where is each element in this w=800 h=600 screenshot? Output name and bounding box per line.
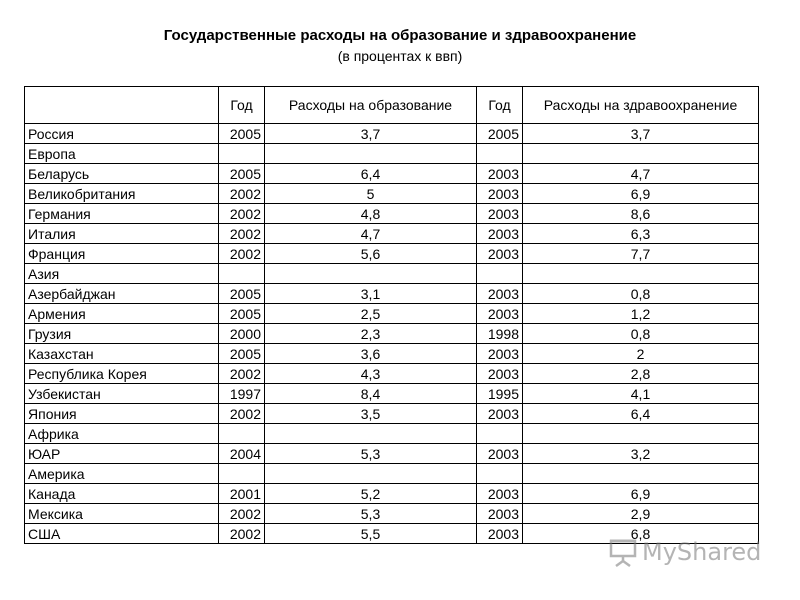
country-name: Казахстан xyxy=(25,344,219,364)
health-value-cell: 6,3 xyxy=(523,224,759,244)
health-value-cell: 4,7 xyxy=(523,164,759,184)
health-value-cell: 6,9 xyxy=(523,484,759,504)
country-name: Япония xyxy=(25,404,219,424)
education-value-cell: 2,3 xyxy=(265,324,477,344)
empty-cell xyxy=(477,464,523,484)
health-value-cell: 3,2 xyxy=(523,444,759,464)
table-row xyxy=(25,204,759,224)
health-value-cell: 8,6 xyxy=(523,204,759,224)
year-health-cell: 2003 xyxy=(477,344,523,364)
year-health-cell: 1995 xyxy=(477,384,523,404)
health-value-cell: 2,9 xyxy=(523,504,759,524)
table-row xyxy=(25,224,759,244)
year-health-cell: 2003 xyxy=(477,164,523,184)
empty-cell xyxy=(219,464,265,484)
year-health-cell: 2003 xyxy=(477,364,523,384)
region-label: Европа xyxy=(25,144,219,164)
education-value-cell: 5 xyxy=(265,184,477,204)
empty-cell xyxy=(265,144,477,164)
country-name: Беларусь xyxy=(25,164,219,184)
country-name: Азербайджан xyxy=(25,284,219,304)
watermark xyxy=(608,535,761,569)
education-value-cell: 2,5 xyxy=(265,304,477,324)
education-value-cell: 6,4 xyxy=(265,164,477,184)
spending-table xyxy=(24,86,759,544)
country-name: Великобритания xyxy=(25,184,219,204)
empty-cell xyxy=(523,144,759,164)
health-value-cell: 1,2 xyxy=(523,304,759,324)
country-name: Франция xyxy=(25,244,219,264)
education-value-cell: 4,3 xyxy=(265,364,477,384)
country-name: Грузия xyxy=(25,324,219,344)
country-name: Германия xyxy=(25,204,219,224)
table-row xyxy=(25,444,759,464)
table-row xyxy=(25,324,759,344)
year-health-cell: 2003 xyxy=(477,524,523,544)
education-value-cell: 5,2 xyxy=(265,484,477,504)
country-name: Россия xyxy=(25,124,219,144)
health-value-cell: 7,7 xyxy=(523,244,759,264)
year-health-cell: 1998 xyxy=(477,324,523,344)
watermark-text: MyShared xyxy=(642,538,762,566)
year-health-cell: 2003 xyxy=(477,404,523,424)
health-value-cell: 4,1 xyxy=(523,384,759,404)
year-health-cell: 2003 xyxy=(477,244,523,264)
country-name: Узбекистан xyxy=(25,384,219,404)
table-body xyxy=(25,124,759,544)
table-header-row xyxy=(25,87,759,124)
country-name: Республика Корея xyxy=(25,364,219,384)
education-value-cell: 8,4 xyxy=(265,384,477,404)
header-year-health: Год xyxy=(477,87,523,124)
table-row xyxy=(25,404,759,424)
header-health-spending: Расходы на здравоохранение xyxy=(523,87,759,124)
country-name: Италия xyxy=(25,224,219,244)
empty-cell xyxy=(219,424,265,444)
year-health-cell: 2005 xyxy=(477,124,523,144)
country-name: Армения xyxy=(25,304,219,324)
year-health-cell: 2003 xyxy=(477,204,523,224)
health-value-cell: 3,7 xyxy=(523,124,759,144)
year-education-cell: 2005 xyxy=(219,124,265,144)
health-value-cell: 0,8 xyxy=(523,284,759,304)
table-row xyxy=(25,284,759,304)
region-row xyxy=(25,424,759,444)
year-education-cell: 2005 xyxy=(219,304,265,324)
table-row xyxy=(25,164,759,184)
education-value-cell: 4,7 xyxy=(265,224,477,244)
region-row xyxy=(25,264,759,284)
country-name: Мексика xyxy=(25,504,219,524)
empty-cell xyxy=(477,144,523,164)
header-education-spending: Расходы на образование xyxy=(265,87,477,124)
table-row xyxy=(25,304,759,324)
region-label: Азия xyxy=(25,264,219,284)
education-value-cell: 3,5 xyxy=(265,404,477,424)
empty-cell xyxy=(477,264,523,284)
empty-cell xyxy=(523,264,759,284)
year-health-cell: 2003 xyxy=(477,444,523,464)
country-name: ЮАР xyxy=(25,444,219,464)
health-value-cell: 6,4 xyxy=(523,404,759,424)
education-value-cell: 3,7 xyxy=(265,124,477,144)
empty-cell xyxy=(523,464,759,484)
country-name: Канада xyxy=(25,484,219,504)
country-name: США xyxy=(25,524,219,544)
year-education-cell: 1997 xyxy=(219,384,265,404)
health-value-cell: 6,8 xyxy=(523,524,759,544)
empty-cell xyxy=(523,424,759,444)
year-education-cell: 2002 xyxy=(219,524,265,544)
year-health-cell: 2003 xyxy=(477,184,523,204)
year-education-cell: 2002 xyxy=(219,244,265,264)
year-education-cell: 2005 xyxy=(219,344,265,364)
empty-cell xyxy=(265,264,477,284)
empty-cell xyxy=(219,264,265,284)
region-label: Африка xyxy=(25,424,219,444)
year-education-cell: 2002 xyxy=(219,364,265,384)
education-value-cell: 3,6 xyxy=(265,344,477,364)
education-value-cell: 3,1 xyxy=(265,284,477,304)
year-education-cell: 2000 xyxy=(219,324,265,344)
education-value-cell: 5,3 xyxy=(265,444,477,464)
health-value-cell: 0,8 xyxy=(523,324,759,344)
year-education-cell: 2001 xyxy=(219,484,265,504)
table-row xyxy=(25,124,759,144)
empty-cell xyxy=(265,464,477,484)
header-country xyxy=(25,87,219,124)
table-row xyxy=(25,504,759,524)
page-subtitle: (в процентах к ввп) xyxy=(337,48,463,64)
health-value-cell: 6,9 xyxy=(523,184,759,204)
table-row xyxy=(25,184,759,204)
table-row xyxy=(25,364,759,384)
year-health-cell: 2003 xyxy=(477,284,523,304)
presentation-board-icon xyxy=(608,537,638,567)
year-health-cell: 2003 xyxy=(477,224,523,244)
health-value-cell: 2,8 xyxy=(523,364,759,384)
table-row xyxy=(25,344,759,364)
education-value-cell: 5,5 xyxy=(265,524,477,544)
empty-cell xyxy=(265,424,477,444)
year-education-cell: 2002 xyxy=(219,224,265,244)
year-health-cell: 2003 xyxy=(477,484,523,504)
education-value-cell: 5,6 xyxy=(265,244,477,264)
empty-cell xyxy=(219,144,265,164)
table-row xyxy=(25,244,759,264)
year-education-cell: 2002 xyxy=(219,184,265,204)
education-value-cell: 4,8 xyxy=(265,204,477,224)
region-label: Америка xyxy=(25,464,219,484)
year-education-cell: 2004 xyxy=(219,444,265,464)
year-education-cell: 2005 xyxy=(219,284,265,304)
region-row xyxy=(25,464,759,484)
empty-cell xyxy=(477,424,523,444)
year-education-cell: 2002 xyxy=(219,204,265,224)
year-health-cell: 2003 xyxy=(477,504,523,524)
header-year-education: Год xyxy=(219,87,265,124)
table-row xyxy=(25,484,759,504)
table-row xyxy=(25,384,759,404)
year-education-cell: 2002 xyxy=(219,404,265,424)
year-health-cell: 2003 xyxy=(477,304,523,324)
region-row xyxy=(25,144,759,164)
education-value-cell: 5,3 xyxy=(265,504,477,524)
health-value-cell: 2 xyxy=(523,344,759,364)
page-title: Государственные расходы на образование и здравоохранение xyxy=(163,27,637,44)
year-education-cell: 2005 xyxy=(219,164,265,184)
year-education-cell: 2002 xyxy=(219,504,265,524)
